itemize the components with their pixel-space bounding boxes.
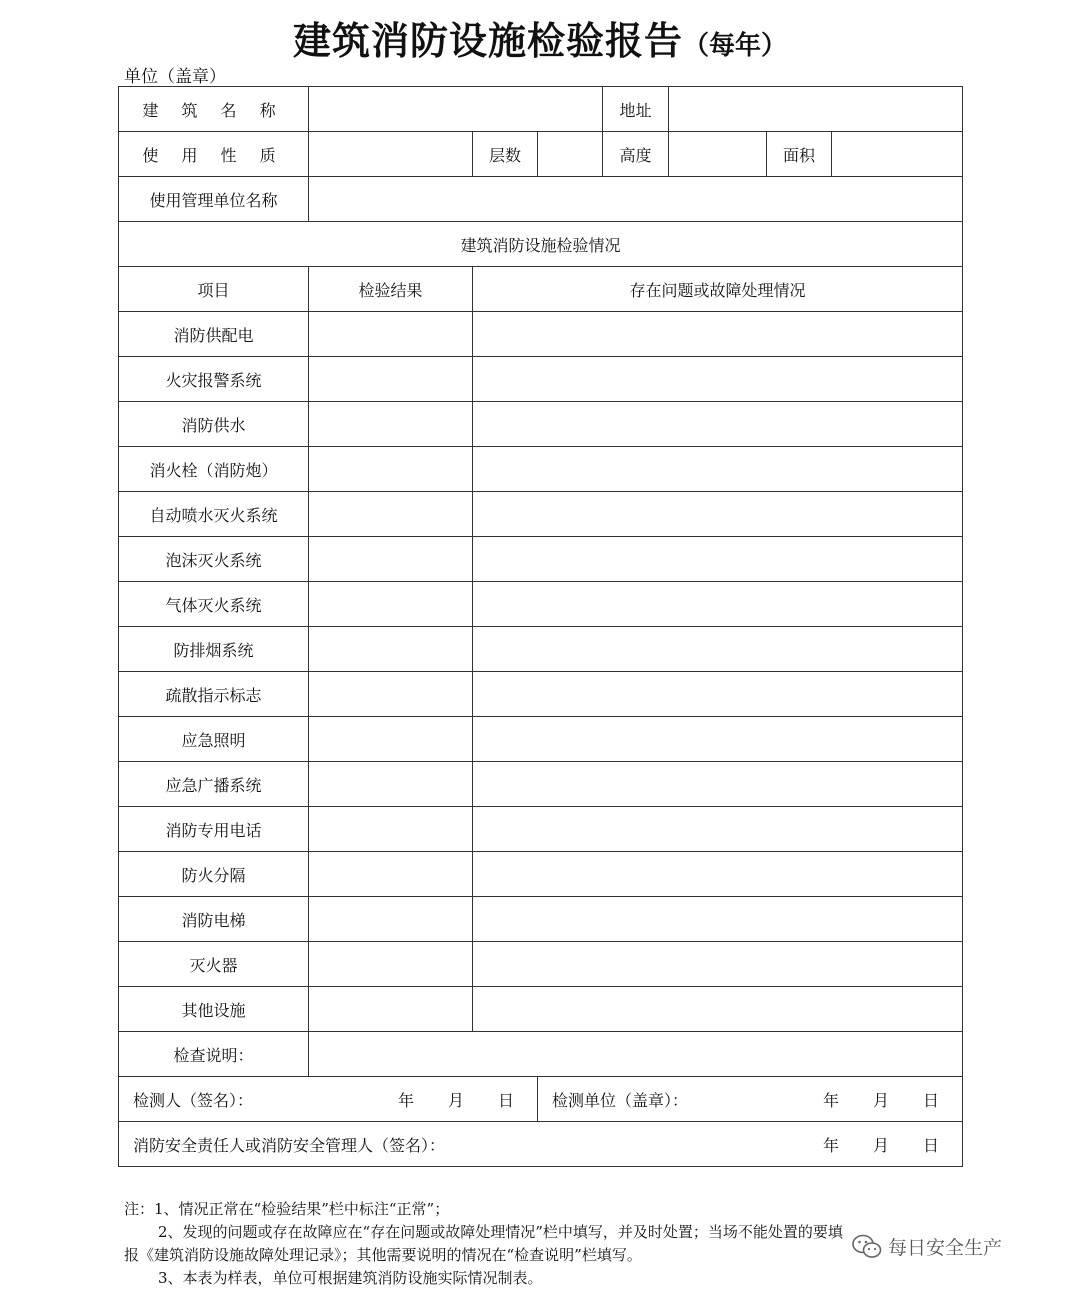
note-3: 3、本表为样表，单位可根据建筑消防设施实际情况制表。 — [158, 1269, 543, 1287]
item-label: 疏散指示标志 — [119, 672, 309, 717]
item-label: 灭火器 — [119, 942, 309, 987]
month-label: 月 — [873, 1090, 890, 1110]
safety-person-label: 消防安全责任人或消防安全管理人（签名）： — [133, 1135, 446, 1155]
item-label: 其他设施 — [119, 987, 309, 1032]
result-cell[interactable] — [309, 357, 473, 402]
height-label: 高度 — [603, 132, 669, 177]
wechat-icon — [852, 1234, 882, 1260]
building-name-label: 建 筑 名 称 — [119, 87, 309, 132]
item-label: 消防供水 — [119, 402, 309, 447]
result-cell[interactable] — [309, 447, 473, 492]
table-row — [119, 987, 963, 1032]
title-sub: （每年） — [683, 31, 788, 61]
issues-cell[interactable] — [473, 987, 963, 1032]
safety-person-row — [119, 1122, 963, 1167]
building-name-row — [119, 87, 963, 132]
issues-cell[interactable] — [473, 807, 963, 852]
col-issues-header: 存在问题或故障处理情况 — [473, 267, 963, 312]
inspector-signature-cell[interactable] — [119, 1077, 538, 1122]
item-label: 泡沫灭火系统 — [119, 537, 309, 582]
usage-label: 使 用 性 质 — [119, 132, 309, 177]
month-label: 月 — [447, 1090, 464, 1110]
section-title: 建筑消防设施检验情况 — [119, 222, 963, 267]
item-label: 防排烟系统 — [119, 627, 309, 672]
height-field[interactable] — [669, 132, 767, 177]
result-cell[interactable] — [309, 987, 473, 1032]
item-label: 消防专用电话 — [119, 807, 309, 852]
watermark — [852, 1233, 1002, 1260]
result-cell[interactable] — [309, 807, 473, 852]
inspection-unit-seal-cell[interactable] — [538, 1077, 963, 1122]
month-label: 月 — [873, 1135, 890, 1155]
year-label: 年 — [823, 1090, 840, 1110]
issues-cell[interactable] — [473, 312, 963, 357]
inspector-signature-row — [119, 1077, 963, 1122]
item-label: 火灾报警系统 — [119, 357, 309, 402]
footnotes — [124, 1198, 843, 1290]
result-cell[interactable] — [309, 942, 473, 987]
issues-cell[interactable] — [473, 672, 963, 717]
result-cell[interactable] — [309, 312, 473, 357]
manager-unit-row — [119, 177, 963, 222]
inspector-label: 检测人（签名）： — [133, 1090, 254, 1110]
table-row — [119, 942, 963, 987]
item-label: 消防供配电 — [119, 312, 309, 357]
issues-cell[interactable] — [473, 357, 963, 402]
building-name-field[interactable] — [309, 87, 603, 132]
issues-cell[interactable] — [473, 447, 963, 492]
issues-cell[interactable] — [473, 852, 963, 897]
area-field[interactable] — [832, 132, 963, 177]
col-result-header: 检验结果 — [309, 267, 473, 312]
result-cell[interactable] — [309, 402, 473, 447]
table-row — [119, 582, 963, 627]
section-title-row — [119, 222, 963, 267]
year-label: 年 — [823, 1135, 840, 1155]
issues-cell[interactable] — [473, 582, 963, 627]
inspection-note-field[interactable] — [309, 1032, 963, 1077]
item-label: 消火栓（消防炮） — [119, 447, 309, 492]
address-label: 地址 — [603, 87, 669, 132]
result-cell[interactable] — [309, 852, 473, 897]
col-item-header: 项目 — [119, 267, 309, 312]
table-row — [119, 762, 963, 807]
note-2: 2、发现的问题或存在故障应在“存在问题或故障处理情况”栏中填写，并及时处置；当场不能处置的要填 — [158, 1223, 843, 1241]
inspection-note-label: 检查说明： — [119, 1032, 309, 1077]
unit-seal-label: 单位（盖章） — [124, 67, 226, 87]
note-1: 注：1、情况正常在“检验结果”栏中标注“正常”； — [124, 1200, 450, 1218]
table-row — [119, 852, 963, 897]
manager-unit-label: 使用管理单位名称 — [119, 177, 309, 222]
result-cell[interactable] — [309, 762, 473, 807]
issues-cell[interactable] — [473, 942, 963, 987]
table-row — [119, 447, 963, 492]
floors-field[interactable] — [538, 132, 603, 177]
issues-cell[interactable] — [473, 897, 963, 942]
inspection-note-row — [119, 1032, 963, 1077]
result-cell[interactable] — [309, 537, 473, 582]
issues-cell[interactable] — [473, 762, 963, 807]
item-label: 防火分隔 — [119, 852, 309, 897]
area-label: 面积 — [767, 132, 832, 177]
item-label: 气体灭火系统 — [119, 582, 309, 627]
issues-cell[interactable] — [473, 627, 963, 672]
result-cell[interactable] — [309, 672, 473, 717]
day-label: 日 — [923, 1090, 940, 1110]
issues-cell[interactable] — [473, 402, 963, 447]
floors-label: 层数 — [473, 132, 538, 177]
table-row — [119, 627, 963, 672]
manager-unit-field[interactable] — [309, 177, 963, 222]
note-2-continued: 报《建筑消防设施故障处理记录》；其他需要说明的情况在“检查说明”栏填写。 — [124, 1246, 642, 1264]
table-row — [119, 357, 963, 402]
issues-cell[interactable] — [473, 537, 963, 582]
result-cell[interactable] — [309, 897, 473, 942]
table-row — [119, 312, 963, 357]
table-row — [119, 672, 963, 717]
table-row — [119, 717, 963, 762]
item-label: 应急广播系统 — [119, 762, 309, 807]
issues-cell[interactable] — [473, 492, 963, 537]
column-header-row — [119, 267, 963, 312]
item-label: 消防电梯 — [119, 897, 309, 942]
table-row — [119, 402, 963, 447]
inspection-unit-label: 检测单位（盖章）： — [552, 1090, 689, 1110]
day-label: 日 — [923, 1135, 940, 1155]
day-label: 日 — [497, 1090, 514, 1110]
table-row — [119, 537, 963, 582]
result-cell[interactable] — [309, 492, 473, 537]
table-row — [119, 492, 963, 537]
result-cell[interactable] — [309, 717, 473, 762]
table-row — [119, 897, 963, 942]
usage-field[interactable] — [309, 132, 473, 177]
issues-cell[interactable] — [473, 717, 963, 762]
table-row — [119, 807, 963, 852]
title-main: 建筑消防设施检验报告 — [292, 18, 683, 63]
safety-person-signature-cell[interactable] — [119, 1122, 963, 1167]
item-label: 应急照明 — [119, 717, 309, 762]
address-field[interactable] — [669, 87, 963, 132]
usage-row — [119, 132, 963, 177]
result-cell[interactable] — [309, 627, 473, 672]
item-label: 自动喷水灭火系统 — [119, 492, 309, 537]
inspection-form — [118, 86, 963, 1167]
result-cell[interactable] — [309, 582, 473, 627]
watermark-text: 每日安全生产 — [888, 1237, 1003, 1259]
year-label: 年 — [397, 1090, 414, 1110]
report-title — [0, 10, 1080, 65]
